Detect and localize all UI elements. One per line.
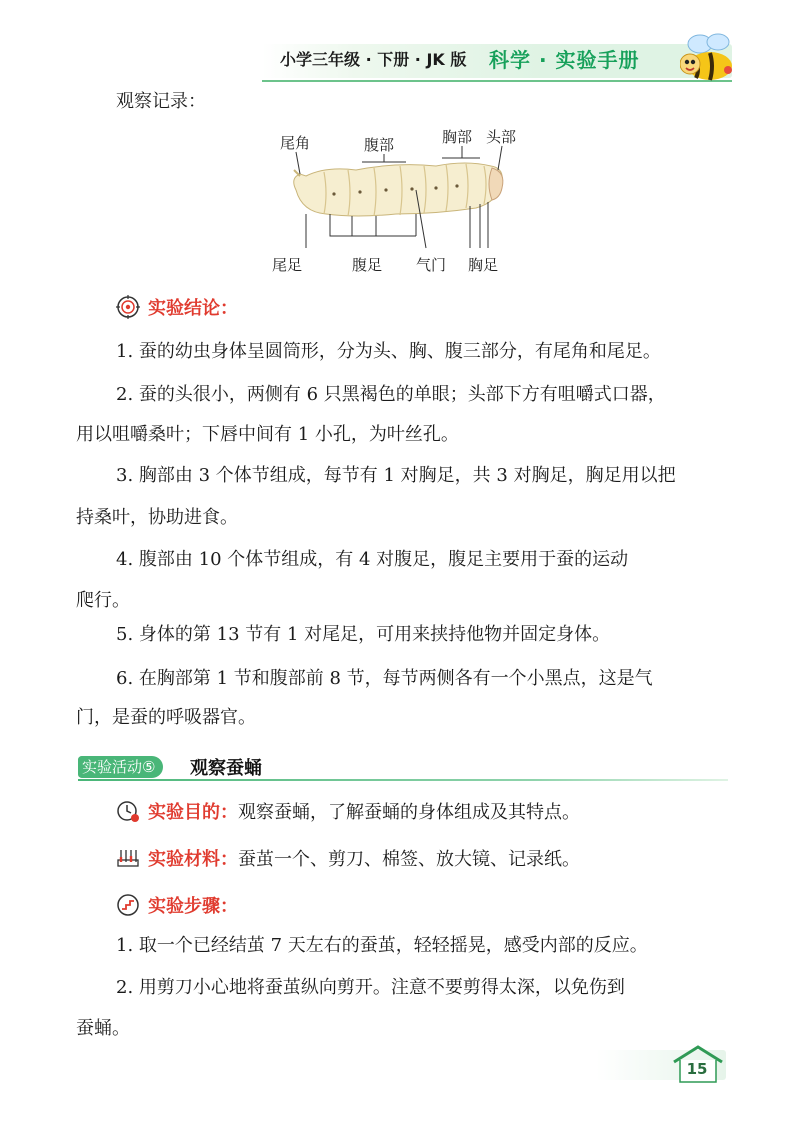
label-tail-foot: 尾足 [272, 256, 303, 274]
header-divider [262, 80, 732, 82]
label-thoracic-foot: 胸足 [468, 256, 499, 274]
label-tail-horn: 尾角 [280, 134, 311, 152]
conclusion-line: 门，是蚕的呼吸器官。 [76, 707, 256, 728]
page-footer [596, 1044, 736, 1084]
target-icon [116, 295, 140, 319]
activity-header [78, 752, 728, 782]
conclusion-line: 2. 蚕的头很小，两侧有 6 只黑褐色的单眼；头部下方有咀嚼式口器， [116, 384, 666, 405]
conclusion-line: 6. 在胸部第 1 节和腹部前 8 节，每节两侧各有一个小黑点，这是气 [116, 668, 653, 689]
step-line: 蚕蛹。 [76, 1018, 130, 1039]
silkworm-body [294, 163, 503, 216]
label-spiracle: 气门 [416, 256, 447, 274]
conclusion-line: 1. 蚕的幼虫身体呈圆筒形，分为头、胸、腹三部分，有尾角和尾足。 [116, 341, 661, 362]
book-info: 小学三年级 · 下册 · JK 版 [280, 50, 467, 69]
materials-title: 实验材料： [148, 849, 238, 870]
materials-row [116, 845, 580, 871]
steps-icon [116, 893, 140, 917]
test-tubes-icon [116, 846, 140, 870]
record-label: 观察记录： [116, 91, 206, 112]
conclusion-line: 3. 胸部由 3 个体节组成，每节有 1 对胸足，共 3 对胸足，胸足用以把 [116, 465, 676, 486]
label-head: 头部 [486, 128, 517, 146]
page-number: 15 [686, 1060, 708, 1078]
bee-mascot-icon [680, 30, 738, 86]
subject-title: 科学 · 实验手册 [489, 48, 640, 72]
activity-divider [78, 779, 728, 781]
conclusion-line: 用以咀嚼桑叶；下唇中间有 1 小孔，为叶丝孔。 [76, 424, 459, 445]
conclusion-line: 持桑叶，协助进食。 [76, 507, 238, 528]
activity-title: 观察蚕蛹 [190, 758, 262, 779]
purpose-title: 实验目的： [148, 802, 238, 823]
step-line: 1. 取一个已经结茧 7 天左右的蚕茧，轻轻摇晃，感受内部的反应。 [116, 935, 648, 956]
conclusion-title: 实验结论： [148, 298, 238, 319]
materials-text: 蚕茧一个、剪刀、棉签、放大镜、记录纸。 [238, 849, 580, 870]
purpose-row [116, 798, 580, 824]
step-line: 2. 用剪刀小心地将蚕茧纵向剪开。注意不要剪得太深，以免伤到 [116, 977, 625, 998]
conclusion-line: 5. 身体的第 13 节有 1 对尾足，可用来挟持他物并固定身体。 [116, 624, 611, 645]
label-thorax: 胸部 [442, 128, 473, 146]
conclusion-line: 爬行。 [76, 590, 130, 611]
steps-title: 实验步骤： [148, 896, 238, 917]
activity-tag: 实验活动⑤ [78, 756, 163, 778]
purpose-text: 观察蚕蛹，了解蚕蛹的身体组成及其特点。 [238, 802, 580, 823]
silkworm-diagram [266, 118, 536, 282]
conclusion-line: 4. 腹部由 10 个体节组成，有 4 对腹足，腹足主要用于蚕的运动 [116, 549, 629, 570]
label-abdomen: 腹部 [364, 136, 395, 154]
steps-heading [116, 892, 238, 918]
label-abdominal-foot: 腹足 [352, 256, 383, 274]
conclusion-heading [116, 294, 238, 320]
page-header [262, 38, 732, 88]
clock-target-icon [116, 799, 140, 823]
